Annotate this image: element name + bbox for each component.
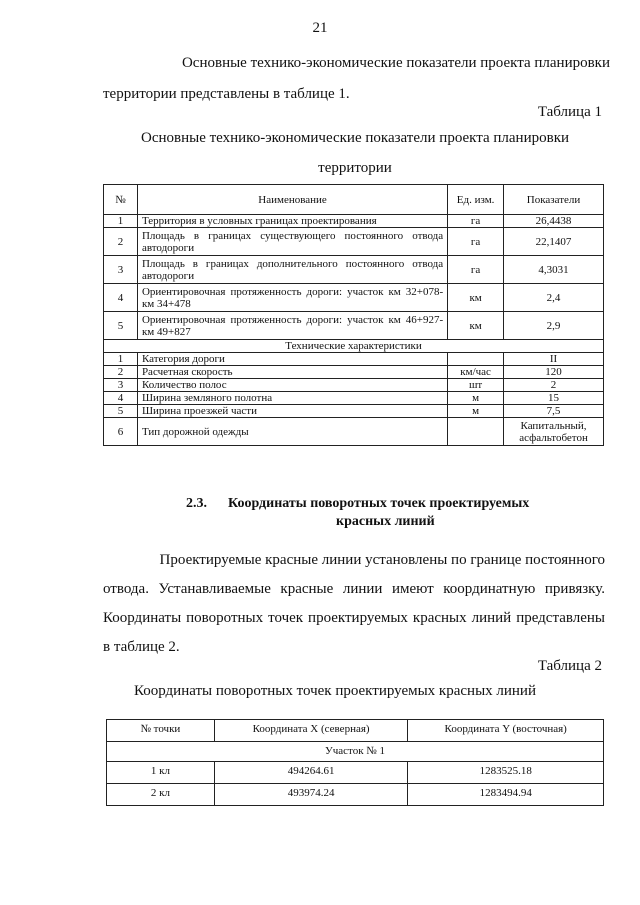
coord-y: 1283525.18 (408, 762, 604, 784)
row-unit: га (448, 228, 504, 256)
table-row (104, 418, 604, 446)
row-num: 4 (104, 392, 138, 405)
row-name: Количество полос (137, 379, 447, 392)
row-unit: м (448, 405, 504, 418)
row-num: 3 (104, 256, 138, 284)
row-value: 7,5 (504, 405, 604, 418)
paragraph2-line-2: отвода. Устанавливаемые красные линии имеют координатную привязку. (103, 581, 605, 597)
table-row (107, 784, 604, 806)
table-row (104, 405, 604, 418)
header-x: Координата X (северная) (214, 720, 408, 742)
row-num: 1 (104, 353, 138, 366)
header-unit: Ед. изм. (448, 185, 504, 215)
table-group-row (107, 742, 604, 762)
paragraph2-line-4: в таблице 2. (103, 639, 180, 655)
table-row (104, 392, 604, 405)
intro-line-2: территории представлены в таблице 1. (103, 86, 350, 102)
table-subheader-row (104, 340, 604, 353)
paragraph2-line-3: Координаты поворотных точек проектируемых красных линий представлены (103, 610, 605, 626)
row-unit: км (448, 284, 504, 312)
indicators-table (103, 184, 604, 446)
row-name: Ширина земляного полотна (137, 392, 447, 405)
row-num: 2 (104, 228, 138, 256)
table-header-row (107, 720, 604, 742)
row-name: Площадь в границах существующего постоянного отвода автодороги (137, 228, 447, 256)
row-name: Расчетная скорость (137, 366, 447, 379)
row-value: 4,3031 (504, 256, 604, 284)
row-unit: га (448, 215, 504, 228)
group-label: Участок № 1 (107, 742, 604, 762)
row-value: 15 (504, 392, 604, 405)
row-value: 22,1407 (504, 228, 604, 256)
table-row (104, 284, 604, 312)
table1-caption: Таблица 1 (537, 104, 602, 120)
paragraph2-line-1: Проектируемые красные линии установлены по границе постоянного (159, 552, 605, 568)
header-name: Наименование (137, 185, 447, 215)
row-name: Ориентировочная протяженность дороги: участок км 32+078-км 34+478 (137, 284, 447, 312)
row-unit: м (448, 392, 504, 405)
section-title-line-1: Координаты поворотных точек проектируемых (228, 496, 530, 511)
table1-title-line-1: Основные технико-экономические показатели проекта планировки (140, 130, 570, 146)
row-name: Категория дороги (137, 353, 447, 366)
row-name: Территория в условных границах проектирования (137, 215, 447, 228)
header-y: Координата Y (восточная) (408, 720, 604, 742)
row-num: 2 (104, 366, 138, 379)
table-row (104, 353, 604, 366)
table-row (104, 312, 604, 340)
coordinates-table (106, 719, 604, 806)
table-row (104, 215, 604, 228)
row-value: Капитальный, асфальтобетон (504, 418, 604, 446)
header-point: № точки (107, 720, 215, 742)
row-name: Площадь в границах дополнительного постоянного отвода автодороги (137, 256, 447, 284)
row-num: 4 (104, 284, 138, 312)
row-num: 6 (104, 418, 138, 446)
row-unit: га (448, 256, 504, 284)
point-id: 2 кл (107, 784, 215, 806)
row-value: II (504, 353, 604, 366)
row-num: 1 (104, 215, 138, 228)
section-title-line-2: красных линий (336, 514, 435, 529)
header-value: Показатели (504, 185, 604, 215)
row-value: 26,4438 (504, 215, 604, 228)
row-unit (448, 418, 504, 446)
table1-title-line-2: территории (318, 160, 392, 176)
table-row (107, 762, 604, 784)
coord-x: 494264.61 (214, 762, 408, 784)
row-unit (448, 353, 504, 366)
table-row (104, 228, 604, 256)
row-name: Ширина проезжей части (137, 405, 447, 418)
row-unit: км (448, 312, 504, 340)
coord-x: 493974.24 (214, 784, 408, 806)
row-value: 120 (504, 366, 604, 379)
tech-subheader: Технические характеристики (104, 340, 604, 353)
row-num: 3 (104, 379, 138, 392)
header-num: № (104, 185, 138, 215)
table-row (104, 379, 604, 392)
intro-line-1: Основные технико-экономические показатели проекта планировки (181, 55, 610, 71)
row-unit: шт (448, 379, 504, 392)
table-header-row (104, 185, 604, 215)
table2-title: Координаты поворотных точек проектируемых красных линий (133, 683, 536, 699)
row-value: 2 (504, 379, 604, 392)
page-number: 21 (312, 20, 328, 36)
section-number: 2.3. (186, 496, 207, 511)
point-id: 1 кл (107, 762, 215, 784)
row-value: 2,4 (504, 284, 604, 312)
row-num: 5 (104, 405, 138, 418)
table2-caption: Таблица 2 (537, 658, 602, 674)
table-row (104, 256, 604, 284)
row-unit: км/час (448, 366, 504, 379)
coord-y: 1283494.94 (408, 784, 604, 806)
row-name: Тип дорожной одежды (137, 418, 447, 446)
row-name: Ориентировочная протяженность дороги: участок км 46+927-км 49+827 (137, 312, 447, 340)
row-value: 2,9 (504, 312, 604, 340)
row-num: 5 (104, 312, 138, 340)
table-row (104, 366, 604, 379)
